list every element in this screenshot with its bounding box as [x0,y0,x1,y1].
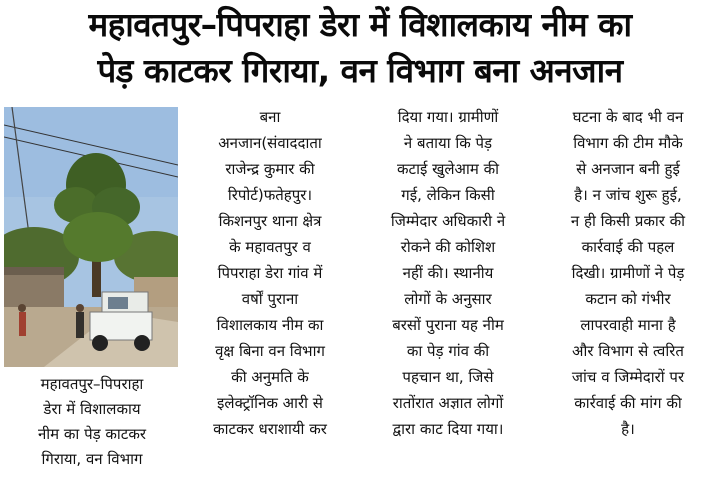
article-line: गई, लेकिन किसी [401,186,495,204]
news-photo-illustration [4,107,178,367]
headline [0,2,720,94]
article-line: जांच व जिम्मेदारों पर [571,368,685,386]
article-line: अनजान(संवाददाता [218,134,322,152]
article-line: पिपराहा डेरा गांव में [217,264,323,282]
caption-line: डेरा में विशालकाय [43,400,141,418]
article-line: काटकर धराशायी कर [213,420,327,438]
article-line: किशनपुर थाना क्षेत्र [218,212,322,230]
photo-caption [4,372,180,472]
article-line: कार्रवाई की पहल [581,238,675,256]
article-line: रातोंरात अज्ञात लोगों [392,394,504,412]
article-line: ने बताया कि पेड़ [403,134,493,152]
article-column-3 [538,104,718,442]
article-line: का पेड़ गांव की [406,342,490,360]
article-line: लापरवाही माना है [580,316,676,334]
article-line: के महावतपुर व [229,238,311,256]
news-photo [4,107,178,367]
article-line: है। [621,420,635,438]
article-line: नहीं की। स्थानीय [402,264,494,282]
article-line: की अनुमति के [231,368,309,386]
article-line: कटान को गंभीर [585,290,671,308]
headline-line: पेड़ काटकर गिराया, वन विभाग बना अनजान [97,51,623,90]
article-line: रिपोर्ट)फतेहपुर। [227,186,313,204]
article-line: पहचान था, जिसे [402,368,494,386]
caption-line: गिराया, वन विभाग [41,450,143,468]
article-line: दिखी। ग्रामीणों ने पेड़ [571,264,685,282]
article-line: से अनजान बनी हुई [576,160,680,178]
article-column-2 [360,104,536,442]
headline-line: महावतपुर–पिपराहा डेरा में विशालकाय नीम का [88,5,632,44]
article-line: वर्षों पुराना [241,290,299,308]
article-line: न ही किसी प्रकार की [570,212,686,230]
article-line: है। न जांच शुरू हुई, [574,186,682,204]
article-column-1 [182,104,358,442]
caption-line: नीम का पेड़ काटकर [37,425,147,443]
article-line: द्वारा काट दिया गया। [392,420,504,438]
article-line: रोकने की कोशिश [400,238,496,256]
article-line: कटाई खुलेआम की [396,160,499,178]
article-line: घटना के बाद भी वन [572,108,684,126]
caption-line: महावतपुर–पिपराहा [40,375,144,393]
article-line: बना [259,108,281,126]
article-line: कार्रवाई की मांग की [574,394,682,412]
article-line: विभाग की टीम मौके [573,134,683,152]
article-line: बरसों पुराना यह नीम [392,316,504,334]
article-line: जिम्मेदार अधिकारी ने [390,212,506,230]
article-line: और विभाग से त्वरित [572,342,684,360]
article-line: दिया गया। ग्रामीणों [397,108,499,126]
article-line: इलेक्ट्रॉनिक आरी से [217,394,323,412]
article-line: विशालकाय नीम का [216,316,324,334]
article-line: लोगों के अनुसार [404,290,492,308]
article-line: वृक्ष बिना वन विभाग [215,342,325,360]
article-line: राजेन्द्र कुमार की [225,160,315,178]
